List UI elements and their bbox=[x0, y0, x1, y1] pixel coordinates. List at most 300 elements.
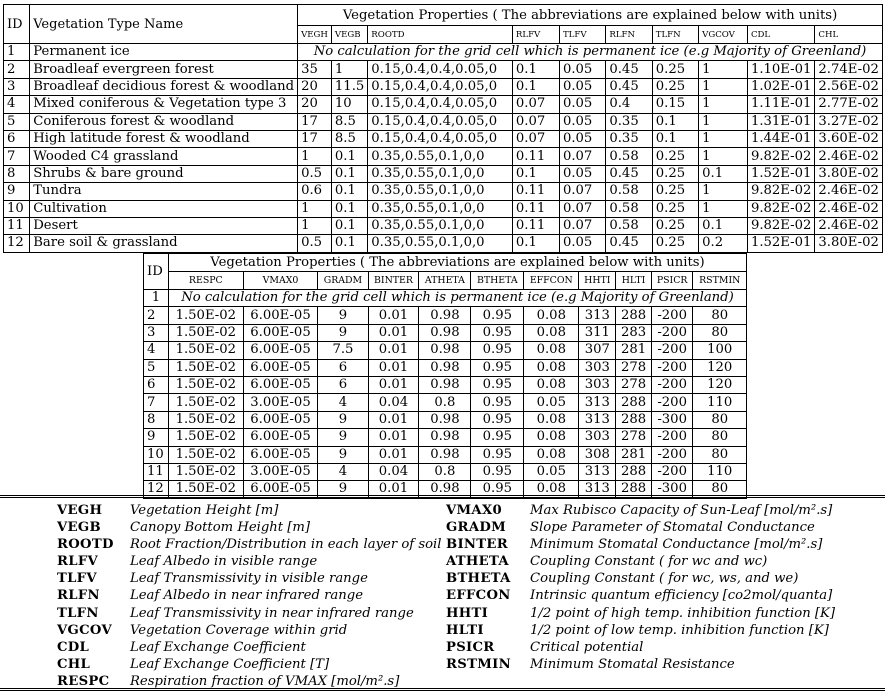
table-cell: 0.08 bbox=[524, 446, 579, 463]
table-cell: 0.05 bbox=[524, 463, 579, 480]
table-cell: 0.15,0.4,0.4,0.05,0 bbox=[368, 113, 513, 130]
table-cell: 1.50E-02 bbox=[169, 376, 244, 393]
table-cell: 20 bbox=[298, 96, 332, 113]
table-cell: 4 bbox=[318, 463, 368, 480]
table2-group-header: Vegetation Properties ( The abbreviations are explained below with units) bbox=[169, 254, 747, 272]
table-cell: 0.05 bbox=[559, 96, 605, 113]
table-row bbox=[4, 200, 883, 217]
table-cell: 0.11 bbox=[512, 217, 559, 234]
table-cell: 1 bbox=[699, 61, 748, 78]
legend-desc: Minimum Stomatal Resistance bbox=[530, 656, 735, 672]
table-cell: 4 bbox=[4, 96, 30, 113]
legend-desc: Leaf Exchange Coefficient bbox=[130, 639, 306, 655]
table-cell: 0.07 bbox=[512, 130, 559, 147]
table-cell: Coniferous forest & woodland bbox=[30, 113, 298, 130]
table2-col-vmax0: VMAX0 bbox=[243, 272, 318, 290]
table-cell: Desert bbox=[30, 217, 298, 234]
table-cell: 9.82E-02 bbox=[747, 183, 814, 200]
table-cell: 9 bbox=[318, 446, 368, 463]
table-cell: 313 bbox=[579, 411, 616, 428]
table-cell: 3 bbox=[4, 78, 30, 95]
table-cell: 303 bbox=[579, 429, 616, 446]
table-cell: -200 bbox=[651, 359, 693, 376]
table-cell: 9.82E-02 bbox=[747, 217, 814, 234]
table-cell: 2.46E-02 bbox=[815, 183, 883, 200]
table2-body bbox=[144, 290, 747, 499]
table-cell: 1.50E-02 bbox=[169, 359, 244, 376]
table-cell: 10 bbox=[4, 200, 30, 217]
table-cell: 0.08 bbox=[524, 359, 579, 376]
table-cell: 6 bbox=[144, 376, 169, 393]
legend-desc: Leaf Transmissivity in near infrared range bbox=[130, 605, 414, 621]
table-cell: 0.15,0.4,0.4,0.05,0 bbox=[368, 78, 513, 95]
table2-col-binter: BINTER bbox=[368, 272, 419, 290]
legend-desc: Canopy Bottom Height [m] bbox=[130, 520, 311, 536]
table-cell: 0.2 bbox=[699, 235, 748, 252]
table-cell: 278 bbox=[616, 359, 652, 376]
table-cell: 0.1 bbox=[699, 217, 748, 234]
legend-desc: 1/2 point of low temp. inhibition function [K] bbox=[530, 622, 829, 638]
table-cell: 0.98 bbox=[419, 411, 471, 428]
table-cell: 0.05 bbox=[559, 235, 605, 252]
table-cell: 80 bbox=[693, 324, 747, 341]
table1-col-rootd: ROOTD bbox=[368, 26, 513, 44]
table-cell: 1 bbox=[298, 200, 332, 217]
legend-abbr: RLFV bbox=[57, 554, 99, 570]
table-cell: 0.07 bbox=[512, 96, 559, 113]
legend-desc: Leaf Exchange Coefficient [T] bbox=[130, 656, 330, 672]
table-cell: 0.98 bbox=[419, 307, 471, 324]
table-cell: 9.82E-02 bbox=[747, 200, 814, 217]
table-cell: 6.00E-05 bbox=[243, 359, 318, 376]
table-cell: 10 bbox=[331, 96, 367, 113]
legend-right-column bbox=[446, 502, 835, 673]
table-cell: 0.1 bbox=[652, 113, 698, 130]
table-cell: -300 bbox=[651, 481, 693, 498]
table-cell: 0.1 bbox=[512, 61, 559, 78]
table-cell: 2.56E-02 bbox=[815, 78, 883, 95]
table-cell: 0.01 bbox=[368, 307, 419, 324]
table-cell: 0.95 bbox=[471, 411, 524, 428]
table1-col-tlfv: TLFV bbox=[559, 26, 605, 44]
table-cell: 0.07 bbox=[559, 200, 605, 217]
table-row bbox=[144, 463, 747, 480]
legend-desc: Vegetation Height [m] bbox=[130, 503, 279, 518]
table-cell: Permanent ice bbox=[30, 44, 298, 61]
table-cell: 6 bbox=[318, 359, 368, 376]
legend-abbr: VEGB bbox=[57, 520, 101, 536]
table-cell: 1.50E-02 bbox=[169, 411, 244, 428]
table-cell: 120 bbox=[693, 359, 747, 376]
legend-desc: Max Rubisco Capacity of Sun-Leaf [mol/m².s] bbox=[530, 503, 833, 518]
legend-desc: Coupling Constant ( for wc and wc) bbox=[530, 554, 768, 570]
table-cell: Wooded C4 grassland bbox=[30, 148, 298, 165]
table-cell: -200 bbox=[651, 446, 693, 463]
table-cell: 0.95 bbox=[471, 446, 524, 463]
table-cell: 0.1 bbox=[331, 200, 367, 217]
table-cell: Broadleaf evergreen forest bbox=[30, 61, 298, 78]
legend-abbr: RSTMIN bbox=[446, 656, 511, 672]
legend-abbr: CHL bbox=[57, 656, 91, 672]
table-cell: 0.35,0.55,0.1,0,0 bbox=[368, 200, 513, 217]
table-cell: 0.45 bbox=[606, 165, 652, 182]
table-cell: 1 bbox=[331, 61, 367, 78]
table-row bbox=[4, 217, 883, 234]
table-cell: 1.50E-02 bbox=[169, 324, 244, 341]
table-cell: 0.35 bbox=[606, 113, 652, 130]
table-cell: 0.07 bbox=[559, 217, 605, 234]
table-cell: 307 bbox=[579, 342, 616, 359]
table-cell: 0.1 bbox=[331, 183, 367, 200]
legend-row bbox=[446, 519, 835, 536]
table-cell: 4 bbox=[318, 394, 368, 411]
table-cell: 0.07 bbox=[559, 183, 605, 200]
legend-row bbox=[446, 656, 835, 673]
table-cell: 281 bbox=[616, 342, 652, 359]
table-cell: 0.35,0.55,0.1,0,0 bbox=[368, 165, 513, 182]
table-cell: 288 bbox=[616, 394, 652, 411]
table-cell: 6.00E-05 bbox=[243, 324, 318, 341]
table-cell: 1 bbox=[699, 148, 748, 165]
table-cell: 1.52E-01 bbox=[747, 235, 814, 252]
legend-row bbox=[446, 639, 835, 656]
table-cell: Broadleaf decidious forest & woodland bbox=[30, 78, 298, 95]
table-cell: 0.95 bbox=[471, 394, 524, 411]
table-cell: 0.1 bbox=[512, 78, 559, 95]
table-cell: -200 bbox=[651, 324, 693, 341]
table1-col-rlfv: RLFV bbox=[512, 26, 559, 44]
table-row bbox=[4, 113, 883, 130]
legend-row bbox=[446, 570, 835, 587]
table-cell: 0.35,0.55,0.1,0,0 bbox=[368, 235, 513, 252]
table-cell: 0.15,0.4,0.4,0.05,0 bbox=[368, 130, 513, 147]
table1-header-row bbox=[4, 5, 883, 26]
table-cell: 0.25 bbox=[652, 217, 698, 234]
table-cell: 7.5 bbox=[318, 342, 368, 359]
table-cell: 1 bbox=[699, 200, 748, 217]
legend-desc: Respiration fraction of VMAX [mol/m².s] bbox=[130, 673, 400, 689]
table-cell: 0.08 bbox=[524, 342, 579, 359]
table2-header-row bbox=[144, 254, 747, 272]
table-cell: 0.58 bbox=[606, 183, 652, 200]
table-cell: 313 bbox=[579, 307, 616, 324]
table-cell: 0.98 bbox=[419, 324, 471, 341]
table-cell: 0.25 bbox=[652, 235, 698, 252]
table-cell: 0.04 bbox=[368, 394, 419, 411]
table-cell: 2.46E-02 bbox=[815, 217, 883, 234]
table-cell: Shrubs & bare ground bbox=[30, 165, 298, 182]
legend-row bbox=[446, 622, 835, 639]
table-cell: 0.8 bbox=[419, 463, 471, 480]
table-row bbox=[144, 411, 747, 428]
table1-col-vgcov: VGCOV bbox=[699, 26, 748, 44]
table-cell: 9 bbox=[318, 411, 368, 428]
table1-col-vegb: VEGB bbox=[331, 26, 367, 44]
legend-desc: Leaf Transmissivity in visible range bbox=[130, 571, 368, 587]
table-cell: 0.07 bbox=[512, 113, 559, 130]
table-cell: 0.1 bbox=[652, 130, 698, 147]
table-cell: 0.01 bbox=[368, 411, 419, 428]
table-cell: 0.04 bbox=[368, 463, 419, 480]
legend-row bbox=[57, 639, 441, 656]
table-cell: 11 bbox=[144, 463, 169, 480]
table-cell: 0.45 bbox=[606, 61, 652, 78]
table-cell: Mixed coniferous & Vegetation type 3 bbox=[30, 96, 298, 113]
table-row bbox=[144, 342, 747, 359]
table-row bbox=[4, 235, 883, 252]
table-row bbox=[4, 183, 883, 200]
legend-abbr: BTHETA bbox=[446, 571, 511, 587]
table-cell: 80 bbox=[693, 481, 747, 498]
table-cell: 1 bbox=[298, 148, 332, 165]
table-cell: 9 bbox=[318, 481, 368, 498]
table2-col-btheta: BTHETA bbox=[471, 272, 524, 290]
table-cell: 0.1 bbox=[331, 148, 367, 165]
table-cell: 0.11 bbox=[512, 183, 559, 200]
table-cell: 0.95 bbox=[471, 342, 524, 359]
table-cell: 110 bbox=[693, 394, 747, 411]
table-cell: 1.44E-01 bbox=[747, 130, 814, 147]
table-cell: 0.95 bbox=[471, 429, 524, 446]
table-cell: 6.00E-05 bbox=[243, 429, 318, 446]
table-cell: 0.01 bbox=[368, 481, 419, 498]
legend-abbr: HHTI bbox=[446, 605, 489, 621]
table-cell: 0.11 bbox=[512, 200, 559, 217]
table-cell: 3 bbox=[144, 324, 169, 341]
table-cell: -200 bbox=[651, 342, 693, 359]
legend-abbr: TLFV bbox=[57, 571, 97, 587]
table-cell: 313 bbox=[579, 394, 616, 411]
table-cell: 6.00E-05 bbox=[243, 411, 318, 428]
table-cell: Tundra bbox=[30, 183, 298, 200]
table-cell: 0.05 bbox=[524, 394, 579, 411]
legend-abbr: EFFCON bbox=[446, 588, 511, 604]
table-cell: 0.11 bbox=[512, 148, 559, 165]
table-cell: 17 bbox=[298, 130, 332, 147]
table-cell: 6.00E-05 bbox=[243, 446, 318, 463]
table-cell: 17 bbox=[298, 113, 332, 130]
legend-abbr: VEGH bbox=[57, 503, 103, 518]
legend-desc: Leaf Albedo in visible range bbox=[130, 554, 318, 570]
table-cell: 0.08 bbox=[524, 307, 579, 324]
table-cell: 0.25 bbox=[652, 148, 698, 165]
legend-row bbox=[57, 502, 441, 519]
table2-col-effcon: EFFCON bbox=[524, 272, 579, 290]
table2-note: No calculation for the grid cell which is permanent ice (e.g Majority of Greenland) bbox=[169, 290, 747, 307]
table-cell: 0.8 bbox=[419, 394, 471, 411]
table-cell: 0.5 bbox=[298, 165, 332, 182]
table-cell: 0.08 bbox=[524, 324, 579, 341]
table-cell: 0.1 bbox=[331, 165, 367, 182]
legend-abbr: CDL bbox=[57, 639, 90, 655]
table-cell: Bare soil & grassland bbox=[30, 235, 298, 252]
table-cell: 0.6 bbox=[298, 183, 332, 200]
legend-row bbox=[57, 656, 441, 673]
table-cell: 0.45 bbox=[606, 235, 652, 252]
table2-col-respc: RESPC bbox=[169, 272, 244, 290]
table-cell: 0.25 bbox=[652, 165, 698, 182]
table-cell: 6.00E-05 bbox=[243, 376, 318, 393]
legend-row bbox=[57, 553, 441, 570]
legend-abbr: RLFN bbox=[57, 588, 100, 604]
table-cell: 0.01 bbox=[368, 376, 419, 393]
table-cell: 308 bbox=[579, 446, 616, 463]
table-cell: 2.74E-02 bbox=[815, 61, 883, 78]
table-cell: 0.45 bbox=[606, 78, 652, 95]
table1-col-rlfn: RLFN bbox=[606, 26, 652, 44]
abbreviation-legend bbox=[0, 495, 885, 691]
table-cell: -200 bbox=[651, 307, 693, 324]
table-cell: 100 bbox=[693, 342, 747, 359]
table-cell: 11.5 bbox=[331, 78, 367, 95]
table-cell: 2.46E-02 bbox=[815, 200, 883, 217]
table-cell: 9 bbox=[318, 324, 368, 341]
table-cell: 80 bbox=[693, 429, 747, 446]
table-cell: 1 bbox=[298, 217, 332, 234]
legend-abbr: ATHETA bbox=[446, 554, 509, 570]
table1-col-chl: CHL bbox=[815, 26, 883, 44]
table-cell: -200 bbox=[651, 376, 693, 393]
table-row bbox=[144, 324, 747, 341]
table-cell: 0.05 bbox=[559, 130, 605, 147]
table-cell: 2.46E-02 bbox=[815, 148, 883, 165]
table1-name-header: Vegetation Type Name bbox=[30, 5, 298, 44]
table-row bbox=[144, 359, 747, 376]
table-cell: 2 bbox=[4, 61, 30, 78]
table-cell: 283 bbox=[616, 324, 652, 341]
vegetation-table-1 bbox=[3, 4, 883, 253]
table-cell: 0.01 bbox=[368, 446, 419, 463]
table2-id-header: ID bbox=[144, 254, 169, 290]
table-cell: 1.50E-02 bbox=[169, 307, 244, 324]
table-cell: 7 bbox=[144, 394, 169, 411]
table-cell: 8 bbox=[4, 165, 30, 182]
table-cell: 0.08 bbox=[524, 411, 579, 428]
table-cell: 1 bbox=[699, 96, 748, 113]
table-cell: 0.95 bbox=[471, 463, 524, 480]
legend-row bbox=[57, 587, 441, 604]
table-cell: 0.25 bbox=[652, 78, 698, 95]
vegetation-table-2 bbox=[143, 253, 747, 499]
table-cell: 0.1 bbox=[512, 235, 559, 252]
table-cell: Cultivation bbox=[30, 200, 298, 217]
table-cell: 0.98 bbox=[419, 429, 471, 446]
table-cell: 1.50E-02 bbox=[169, 342, 244, 359]
table-cell: 1 bbox=[699, 130, 748, 147]
table-row bbox=[4, 61, 883, 78]
table-cell: 0.98 bbox=[419, 376, 471, 393]
table-cell: 1 bbox=[699, 113, 748, 130]
table-cell: 11 bbox=[4, 217, 30, 234]
table1-note-row bbox=[4, 44, 883, 61]
table-cell: 0.05 bbox=[559, 78, 605, 95]
table-cell: 1.50E-02 bbox=[169, 429, 244, 446]
table-cell: 288 bbox=[616, 307, 652, 324]
table2-column-headers bbox=[144, 272, 747, 290]
table-cell: 0.95 bbox=[471, 481, 524, 498]
legend-abbr: PSICR bbox=[446, 639, 495, 655]
table-cell: -200 bbox=[651, 463, 693, 480]
table-cell: 10 bbox=[144, 446, 169, 463]
legend-abbr: HLTI bbox=[446, 622, 484, 638]
table-cell: 288 bbox=[616, 411, 652, 428]
table-cell: 0.98 bbox=[419, 342, 471, 359]
table-cell: 278 bbox=[616, 376, 652, 393]
table-cell: 6.00E-05 bbox=[243, 342, 318, 359]
table-cell: 7 bbox=[4, 148, 30, 165]
table-cell: 4 bbox=[144, 342, 169, 359]
table-row bbox=[4, 96, 883, 113]
table-cell: 0.08 bbox=[524, 376, 579, 393]
table-cell: 1.50E-02 bbox=[169, 463, 244, 480]
table-cell: 80 bbox=[693, 307, 747, 324]
legend-left-column bbox=[57, 502, 441, 690]
table-row bbox=[144, 429, 747, 446]
legend-abbr: GRADM bbox=[446, 520, 506, 536]
table-cell: 0.15,0.4,0.4,0.05,0 bbox=[368, 61, 513, 78]
table-cell: 0.1 bbox=[331, 235, 367, 252]
table-cell: 313 bbox=[579, 463, 616, 480]
legend-desc: Coupling Constant ( for wc, ws, and we) bbox=[530, 571, 799, 587]
table-cell: 278 bbox=[616, 429, 652, 446]
table-cell: 0.4 bbox=[606, 96, 652, 113]
table-cell: 303 bbox=[579, 359, 616, 376]
table-cell: 0.15 bbox=[652, 96, 698, 113]
table1-group-header: Vegetation Properties ( The abbreviations are explained below with units) bbox=[298, 5, 883, 26]
table-cell: 0.08 bbox=[524, 429, 579, 446]
legend-desc: Minimum Stomatal Conductance [mol/m².s] bbox=[530, 537, 823, 553]
legend-row bbox=[446, 502, 835, 519]
table-cell: 0.08 bbox=[524, 481, 579, 498]
table-cell: 12 bbox=[144, 481, 169, 498]
legend-row bbox=[446, 587, 835, 604]
table-cell: 0.1 bbox=[699, 165, 748, 182]
table1-col-tlfn: TLFN bbox=[652, 26, 698, 44]
table-cell: 0.35,0.55,0.1,0,0 bbox=[368, 217, 513, 234]
table-cell: 288 bbox=[616, 481, 652, 498]
legend-desc: Leaf Albedo in near infrared range bbox=[130, 588, 364, 604]
legend-row bbox=[57, 673, 441, 690]
table-cell: 35 bbox=[298, 61, 332, 78]
legend-desc: Intrinsic quantum efficiency [co2mol/quanta] bbox=[530, 588, 833, 604]
table-cell: 9 bbox=[4, 183, 30, 200]
table-cell: 1.50E-02 bbox=[169, 481, 244, 498]
legend-abbr: VMAX0 bbox=[446, 503, 502, 518]
table2-col-atheta: ATHETA bbox=[419, 272, 471, 290]
table-cell: 1 bbox=[699, 78, 748, 95]
table-cell: 311 bbox=[579, 324, 616, 341]
legend-row bbox=[446, 605, 835, 622]
table-cell: 2.77E-02 bbox=[815, 96, 883, 113]
table-row bbox=[144, 307, 747, 324]
table-cell: 0.01 bbox=[368, 324, 419, 341]
table-row bbox=[4, 165, 883, 182]
table-cell: 0.5 bbox=[298, 235, 332, 252]
table-cell: 0.01 bbox=[368, 342, 419, 359]
table-cell: 1.02E-01 bbox=[747, 78, 814, 95]
table-cell: 9.82E-02 bbox=[747, 148, 814, 165]
table-cell: 6 bbox=[318, 376, 368, 393]
legend-row bbox=[57, 570, 441, 587]
table-cell: 3.80E-02 bbox=[815, 235, 883, 252]
table-cell: 1 bbox=[144, 290, 169, 307]
table-cell: 0.98 bbox=[419, 446, 471, 463]
legend-abbr: ROOTD bbox=[57, 537, 114, 553]
table-cell: 0.25 bbox=[652, 200, 698, 217]
table-cell: 120 bbox=[693, 376, 747, 393]
table-cell: 281 bbox=[616, 446, 652, 463]
table-row bbox=[144, 446, 747, 463]
